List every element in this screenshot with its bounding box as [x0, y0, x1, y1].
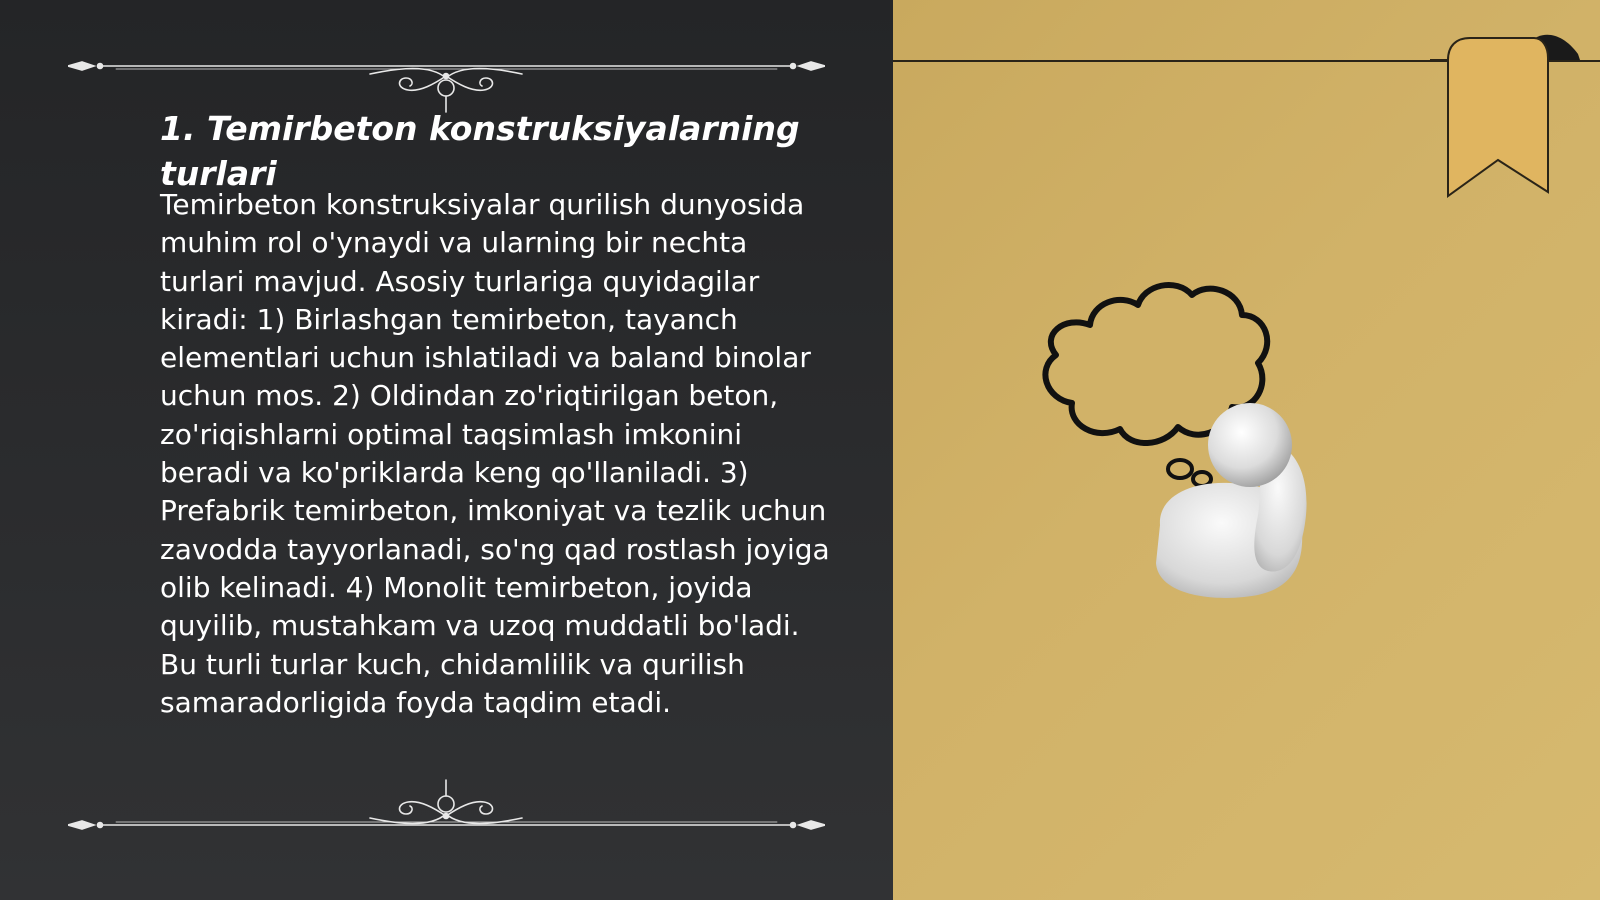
- bottom-ornament-icon: [68, 772, 825, 832]
- slide-body-text: Temirbeton konstruksiyalar qurilish dunyosida muhim rol o'ynaydi va ularning bir nechta turlari mavjud. Asosiy turlariga quyidagilar kiradi: 1) Birlashgan temirbeton, tayanch elementlari uchun ishlatiladi va baland binolar uchun mos. 2) Oldindan zo'riqtirilgan beton, zo'riqishlarni optimal taqsimlash imkonini beradi va ko'priklarda keng qo'llaniladi. 3) Prefabrik temirbeton, imkoniyat va tezlik uchun zavodda tayyorlanadi, so'ng qad rostlash joyiga olib kelinadi. 4) Monolit temirbeton, joyida quyilib, mustahkam va uzoq muddatli bo'ladi. Bu turli turlar kuch, chidamlilik va qurilish samaradorligida foyda taqdim etadi.: [160, 188, 830, 719]
- thinking-person-icon: [1030, 275, 1350, 615]
- slide-title: 1. Temirbeton konstruksiyalarning turlari: [160, 109, 800, 193]
- bookmark-ribbon-icon: [1430, 34, 1590, 204]
